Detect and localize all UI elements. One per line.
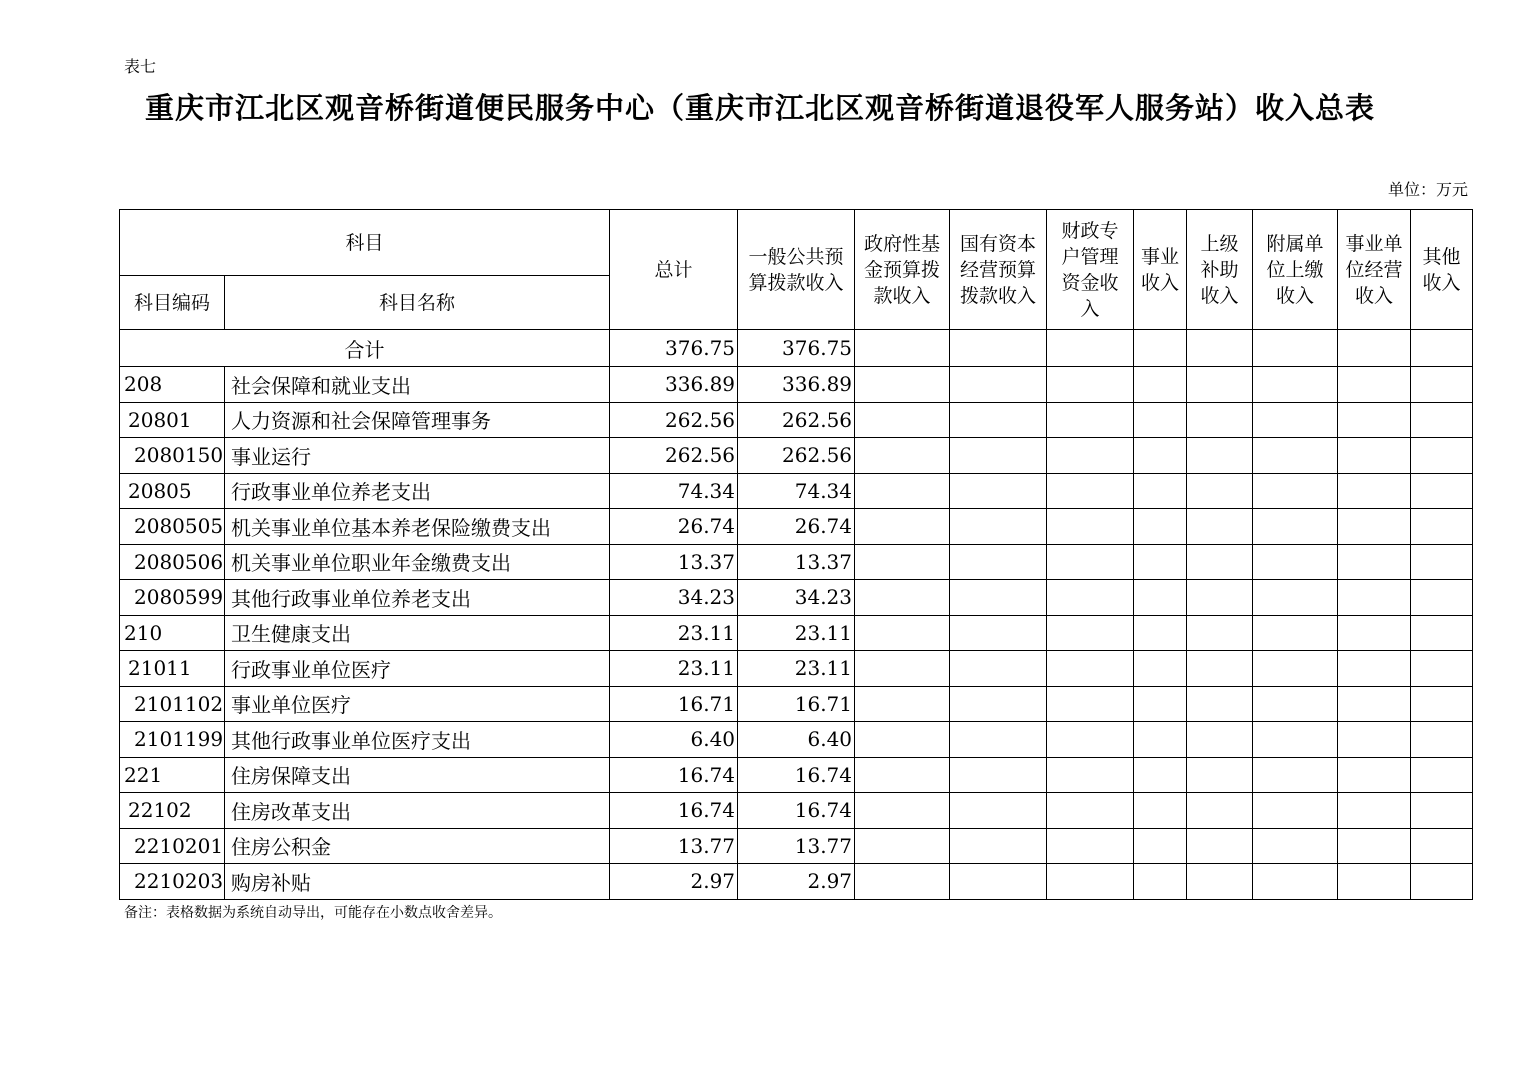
empty-cell	[1338, 438, 1411, 474]
empty-cell	[1253, 509, 1338, 545]
empty-cell	[1338, 402, 1411, 438]
subject-name: 社会保障和就业支出	[225, 367, 610, 403]
empty-cell	[1253, 330, 1338, 367]
empty-cell	[1047, 757, 1134, 793]
empty-cell	[950, 509, 1047, 545]
table-row	[120, 367, 1473, 403]
subject-name: 事业运行	[225, 438, 610, 474]
empty-cell	[950, 367, 1047, 403]
subject-name: 人力资源和社会保障管理事务	[225, 402, 610, 438]
subject-code: 2080150	[120, 438, 225, 474]
subject-code: 2080599	[120, 580, 225, 616]
empty-cell	[1411, 615, 1473, 651]
footnote: 备注：表格数据为系统自动导出，可能存在小数点收舍差异。	[124, 905, 502, 921]
empty-cell	[1411, 864, 1473, 900]
subject-name: 事业单位医疗	[225, 686, 610, 722]
header-special-account: 财政专户管理资金收入	[1047, 210, 1134, 330]
table-row	[120, 722, 1473, 758]
empty-cell	[950, 757, 1047, 793]
empty-cell	[1411, 793, 1473, 829]
general-budget-amount: 23.11	[738, 615, 855, 651]
empty-cell	[855, 330, 950, 367]
empty-cell	[855, 615, 950, 651]
general-budget-amount: 16.74	[738, 757, 855, 793]
header-name: 科目名称	[225, 276, 610, 330]
empty-cell	[1187, 544, 1253, 580]
unit-label: 单位：万元	[1387, 180, 1468, 199]
empty-cell	[1411, 686, 1473, 722]
empty-cell	[855, 544, 950, 580]
empty-cell	[1047, 438, 1134, 474]
empty-cell	[1134, 651, 1187, 687]
empty-cell	[1338, 651, 1411, 687]
empty-cell	[1338, 580, 1411, 616]
empty-cell	[950, 828, 1047, 864]
subject-code: 2080506	[120, 544, 225, 580]
page-title: 重庆市江北区观音桥街道便民服务中心（重庆市江北区观音桥街道退役军人服务站）收入总表	[144, 91, 1375, 125]
empty-cell	[1187, 330, 1253, 367]
total-amount: 23.11	[610, 651, 738, 687]
empty-cell	[855, 793, 950, 829]
empty-cell	[1047, 367, 1134, 403]
subject-code: 210	[120, 615, 225, 651]
general-budget-amount: 13.77	[738, 828, 855, 864]
empty-cell	[1253, 367, 1338, 403]
empty-cell	[855, 367, 950, 403]
empty-cell	[950, 402, 1047, 438]
empty-cell	[1338, 330, 1411, 367]
empty-cell	[1134, 509, 1187, 545]
empty-cell	[855, 864, 950, 900]
subject-name: 住房改革支出	[225, 793, 610, 829]
empty-cell	[1338, 828, 1411, 864]
empty-cell	[1134, 615, 1187, 651]
empty-cell	[1134, 330, 1187, 367]
total-amount: 16.71	[610, 686, 738, 722]
table-row	[120, 473, 1473, 509]
general-budget-amount: 2.97	[738, 864, 855, 900]
total-amount: 13.77	[610, 828, 738, 864]
empty-cell	[1253, 864, 1338, 900]
header-business-income: 事业收入	[1134, 210, 1187, 330]
empty-cell	[1411, 580, 1473, 616]
table-row	[120, 757, 1473, 793]
table-row	[120, 864, 1473, 900]
empty-cell	[1253, 686, 1338, 722]
general-budget-amount: 262.56	[738, 402, 855, 438]
subject-code: 2210201	[120, 828, 225, 864]
empty-cell	[1134, 367, 1187, 403]
empty-cell	[1338, 473, 1411, 509]
empty-cell	[950, 473, 1047, 509]
header-superior-subsidy: 上级补助收入	[1187, 210, 1253, 330]
empty-cell	[950, 864, 1047, 900]
empty-cell	[855, 473, 950, 509]
empty-cell	[1253, 757, 1338, 793]
empty-cell	[1187, 402, 1253, 438]
total-amount: 13.37	[610, 544, 738, 580]
empty-cell	[1253, 828, 1338, 864]
empty-cell	[1338, 864, 1411, 900]
empty-cell	[1338, 367, 1411, 403]
empty-cell	[1253, 651, 1338, 687]
empty-cell	[1411, 438, 1473, 474]
total-amount: 262.56	[610, 438, 738, 474]
table-row	[120, 544, 1473, 580]
empty-cell	[855, 757, 950, 793]
empty-cell	[950, 580, 1047, 616]
empty-cell	[1047, 686, 1134, 722]
header-operating-income: 事业单位经营收入	[1338, 210, 1411, 330]
empty-cell	[1134, 793, 1187, 829]
header-affiliated-unit: 附属单位上缴收入	[1253, 210, 1338, 330]
total-amount: 2.97	[610, 864, 738, 900]
empty-cell	[855, 580, 950, 616]
empty-cell	[1338, 793, 1411, 829]
empty-cell	[950, 686, 1047, 722]
empty-cell	[1047, 509, 1134, 545]
empty-cell	[1411, 722, 1473, 758]
empty-cell	[1253, 402, 1338, 438]
table-row	[120, 402, 1473, 438]
total-amount: 26.74	[610, 509, 738, 545]
empty-cell	[1047, 473, 1134, 509]
empty-cell	[1187, 651, 1253, 687]
empty-cell	[1253, 615, 1338, 651]
general-budget-amount: 6.40	[738, 722, 855, 758]
total-amount: 376.75	[610, 330, 738, 367]
empty-cell	[1134, 473, 1187, 509]
empty-cell	[1134, 722, 1187, 758]
empty-cell	[1134, 438, 1187, 474]
total-amount: 74.34	[610, 473, 738, 509]
general-budget-amount: 336.89	[738, 367, 855, 403]
empty-cell	[1187, 793, 1253, 829]
total-amount: 16.74	[610, 757, 738, 793]
total-amount: 262.56	[610, 402, 738, 438]
empty-cell	[855, 686, 950, 722]
empty-cell	[1411, 651, 1473, 687]
empty-cell	[1253, 580, 1338, 616]
general-budget-amount: 262.56	[738, 438, 855, 474]
subject-name: 卫生健康支出	[225, 615, 610, 651]
empty-cell	[1187, 757, 1253, 793]
empty-cell	[1411, 544, 1473, 580]
empty-cell	[855, 509, 950, 545]
total-amount: 23.11	[610, 615, 738, 651]
table-row	[120, 793, 1473, 829]
table-number: 表七	[124, 57, 157, 76]
empty-cell	[1187, 580, 1253, 616]
empty-cell	[1411, 509, 1473, 545]
general-budget-amount: 16.74	[738, 793, 855, 829]
table-row	[120, 509, 1473, 545]
table-row	[120, 828, 1473, 864]
empty-cell	[1187, 367, 1253, 403]
subject-code: 221	[120, 757, 225, 793]
empty-cell	[1338, 722, 1411, 758]
empty-cell	[1047, 330, 1134, 367]
empty-cell	[950, 793, 1047, 829]
subject-code: 2080505	[120, 509, 225, 545]
empty-cell	[950, 544, 1047, 580]
empty-cell	[855, 651, 950, 687]
header-general-budget: 一般公共预算拨款收入	[738, 210, 855, 330]
empty-cell	[1411, 473, 1473, 509]
table-row	[120, 438, 1473, 474]
subject-code: 21011	[120, 651, 225, 687]
empty-cell	[1187, 686, 1253, 722]
empty-cell	[1047, 864, 1134, 900]
subject-name: 住房保障支出	[225, 757, 610, 793]
total-label: 合计	[120, 330, 610, 367]
empty-cell	[1411, 402, 1473, 438]
empty-cell	[1411, 367, 1473, 403]
empty-cell	[1134, 402, 1187, 438]
subject-code: 20801	[120, 402, 225, 438]
subject-name: 住房公积金	[225, 828, 610, 864]
empty-cell	[1134, 580, 1187, 616]
empty-cell	[950, 615, 1047, 651]
table-row	[120, 615, 1473, 651]
total-general-amount: 376.75	[738, 330, 855, 367]
empty-cell	[1187, 473, 1253, 509]
empty-cell	[1187, 828, 1253, 864]
empty-cell	[1047, 402, 1134, 438]
empty-cell	[1338, 544, 1411, 580]
total-row	[120, 330, 1473, 367]
empty-cell	[1047, 793, 1134, 829]
table-row	[120, 651, 1473, 687]
empty-cell	[1253, 473, 1338, 509]
empty-cell	[1338, 615, 1411, 651]
empty-cell	[1047, 828, 1134, 864]
income-summary-table	[119, 209, 1473, 900]
empty-cell	[1187, 864, 1253, 900]
empty-cell	[1047, 544, 1134, 580]
header-other-income: 其他收入	[1411, 210, 1473, 330]
empty-cell	[1187, 722, 1253, 758]
subject-name: 机关事业单位职业年金缴费支出	[225, 544, 610, 580]
subject-code: 2101199	[120, 722, 225, 758]
subject-code: 22102	[120, 793, 225, 829]
subject-name: 其他行政事业单位医疗支出	[225, 722, 610, 758]
header-gov-fund: 政府性基金预算拨款收入	[855, 210, 950, 330]
empty-cell	[1411, 757, 1473, 793]
empty-cell	[1134, 544, 1187, 580]
empty-cell	[950, 330, 1047, 367]
total-amount: 16.74	[610, 793, 738, 829]
empty-cell	[950, 651, 1047, 687]
empty-cell	[1338, 757, 1411, 793]
empty-cell	[1134, 828, 1187, 864]
subject-name: 机关事业单位基本养老保险缴费支出	[225, 509, 610, 545]
empty-cell	[1134, 757, 1187, 793]
header-state-capital: 国有资本经营预算拨款收入	[950, 210, 1047, 330]
empty-cell	[1134, 864, 1187, 900]
empty-cell	[1338, 509, 1411, 545]
header-subject: 科目	[120, 210, 610, 276]
subject-name: 其他行政事业单位养老支出	[225, 580, 610, 616]
empty-cell	[1047, 722, 1134, 758]
subject-code: 20805	[120, 473, 225, 509]
empty-cell	[1411, 330, 1473, 367]
total-amount: 34.23	[610, 580, 738, 616]
subject-name: 行政事业单位养老支出	[225, 473, 610, 509]
empty-cell	[1187, 509, 1253, 545]
subject-name: 购房补贴	[225, 864, 610, 900]
empty-cell	[1047, 651, 1134, 687]
general-budget-amount: 74.34	[738, 473, 855, 509]
subject-code: 2210203	[120, 864, 225, 900]
subject-code: 208	[120, 367, 225, 403]
general-budget-amount: 23.11	[738, 651, 855, 687]
empty-cell	[1187, 438, 1253, 474]
empty-cell	[1047, 580, 1134, 616]
general-budget-amount: 34.23	[738, 580, 855, 616]
empty-cell	[950, 722, 1047, 758]
header-total: 总计	[610, 210, 738, 330]
empty-cell	[855, 402, 950, 438]
empty-cell	[855, 828, 950, 864]
empty-cell	[1253, 722, 1338, 758]
general-budget-amount: 26.74	[738, 509, 855, 545]
empty-cell	[950, 438, 1047, 474]
empty-cell	[855, 438, 950, 474]
header-code: 科目编码	[120, 276, 225, 330]
empty-cell	[1187, 615, 1253, 651]
subject-name: 行政事业单位医疗	[225, 651, 610, 687]
total-amount: 6.40	[610, 722, 738, 758]
empty-cell	[1411, 828, 1473, 864]
empty-cell	[1253, 544, 1338, 580]
table-row	[120, 686, 1473, 722]
empty-cell	[855, 722, 950, 758]
empty-cell	[1253, 438, 1338, 474]
general-budget-amount: 13.37	[738, 544, 855, 580]
empty-cell	[1134, 686, 1187, 722]
empty-cell	[1338, 686, 1411, 722]
table-row	[120, 580, 1473, 616]
total-amount: 336.89	[610, 367, 738, 403]
subject-code: 2101102	[120, 686, 225, 722]
empty-cell	[1047, 615, 1134, 651]
general-budget-amount: 16.71	[738, 686, 855, 722]
empty-cell	[1253, 793, 1338, 829]
